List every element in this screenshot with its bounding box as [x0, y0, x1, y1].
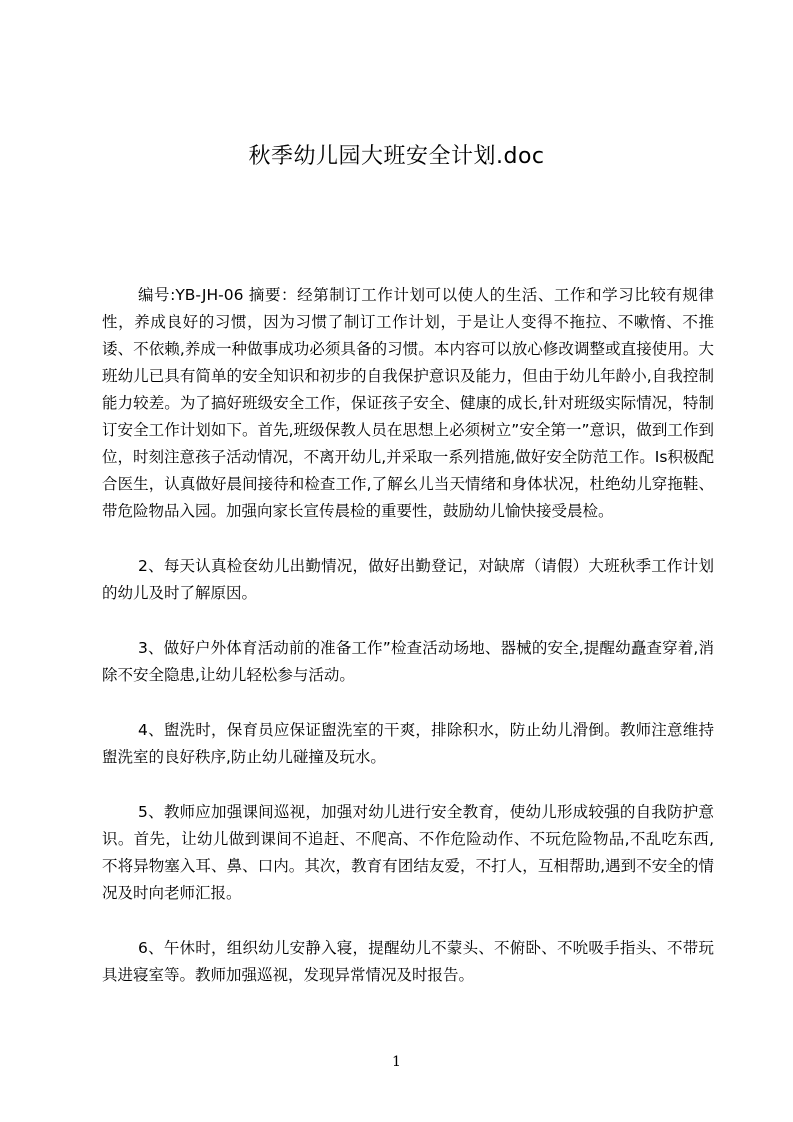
paragraph-item-4: 4、盥洗时，保育员应保证盥洗室的干爽，排除积水，防止幼儿滑倒。教师注意维持盥洗室的良好秩序,防止幼儿碰撞及玩水。 — [102, 721, 714, 766]
document-body — [102, 282, 714, 1017]
paragraph-item-2: 2、每天认真检奁幼儿出勤情况，做好出勤登记，对缺席（请假）大班秋季工作计划的幼儿及时了解原因。 — [102, 557, 714, 602]
paragraph-item-5: 5、教师应加强课间巡视，加强对幼儿进行安全教育，使幼儿形成较强的自我防护意识。首先，让幼儿做到课间不追赶、不爬高、不作危险动作、不玩危险物品,不乱吃东西,不将异物塞入耳、鼻、口内。其次，教育有团结友爱，不打人，互相帮助,遇到不安全的情况及时向老师汇报。 — [102, 803, 714, 902]
document-title: 秋季幼儿园大班安全计划.doc — [248, 144, 545, 169]
page-number: 1 — [392, 1054, 401, 1070]
paragraph-item-3: 3、做好户外体育活动前的准备工作”检查活动场地、器械的安全,提醒幼矗查穿着,消除不安全隐患,让幼儿轻松参与活动。 — [102, 639, 714, 684]
paragraph-intro: 编号:YB-JH-06 摘要：经第制订工作计划可以使人的生活、工作和学习比较有规律性，养成良好的习惯，因为习惯了制订工作计划，于是让人变得不拖拉、不嗽惰、不推诿、不依赖,养成一种做事成功必须具备的习惯。本内容可以放心修改调整或直接使用。大班幼儿已具有简单的安全知识和初步的自我保护意识及能力，但由于幼儿年龄小,自我控制能力较差。为了搞好班级安全工作，保证孩子安全、健康的成长,针对班级实际情况，特制订安全工作计划如下。首先,班级保教人员在思想上必须树立”安全第一”意识，做到工作到位，时刻注意孩子活动情况，不离开幼儿,并采取一系列措施,做好安全防范工作。Is积极配合医生，认真做好晨间接待和检查工作,了解幺儿当天情绪和身体状况，杜绝幼儿穿拖鞋、带危险物品入园。加强向家长宣传晨检的重要性，鼓励幼儿愉快接受晨检。 — [102, 286, 714, 520]
paragraph-item-6: 6、午休时，组织幼儿安静入寝，提醒幼儿不蒙头、不俯卧、不吮吸手指头、不带玩具进寝室等。教师加强巡视，发现异常情况及时报告。 — [102, 939, 714, 984]
